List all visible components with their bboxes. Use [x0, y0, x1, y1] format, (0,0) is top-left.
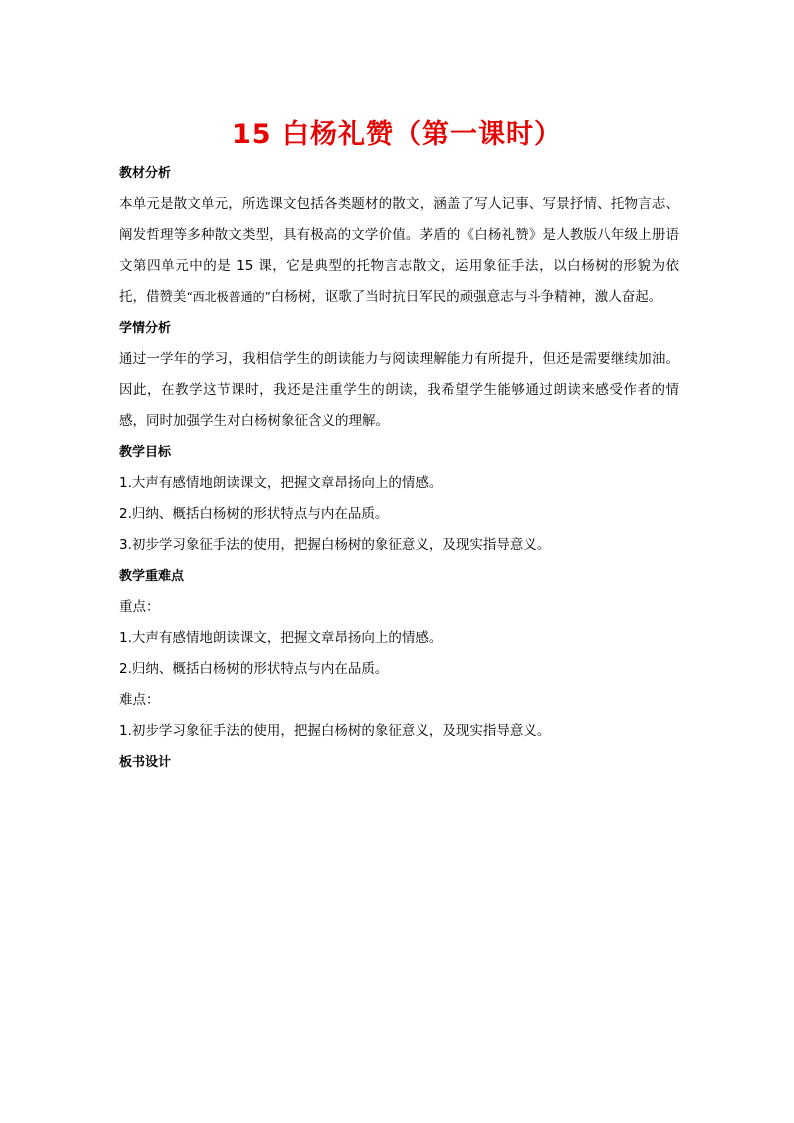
section-heading-key-points: 教学重难点: [119, 569, 185, 584]
section-heading-board: 板书设计: [119, 755, 172, 770]
analysis-text-part-2: 白杨树，讴歌了当时抗日军民的顽强意志与斗争精神，激人奋起。: [270, 289, 663, 305]
analysis-paragraph: [119, 189, 679, 313]
analysis-text-part-1: 本单元是散文单元，所选课文包括各类题材的散文，涵盖了写人记事、写景抒情、托物言志、阐发哲理等多种散文类型，具有极高的文学价值。茅盾的《白杨礼赞》是人教版八年级上册语文第四单元中的是 15 课，它是典型的托物言志散文，运用象征手法，以白杨树的形貌为依托，借赞美: [119, 196, 679, 305]
analysis-quote: “西北极普通的”: [186, 290, 271, 304]
goal-item: 1.大声有感情地朗读课文，把握文章昂扬向上的情感。: [119, 475, 443, 491]
difficult-point-item: 1.初步学习象征手法的使用，把握白杨树的象征意义，及现实指导意义。: [119, 723, 551, 739]
page-title: 15 白杨礼赞（第一课时）: [232, 119, 562, 150]
difficult-point-label: 难点：: [119, 692, 160, 708]
section-heading-students: 学情分析: [119, 321, 172, 336]
key-point-item: 2.归纳、概括白杨树的形状特点与内在品质。: [119, 661, 389, 677]
key-point-label: 重点：: [119, 599, 160, 615]
key-point-item: 1.大声有感情地朗读课文，把握文章昂扬向上的情感。: [119, 630, 443, 646]
section-heading-goals: 教学目标: [119, 445, 172, 460]
goal-item: 2.归纳、概括白杨树的形状特点与内在品质。: [119, 506, 389, 522]
goal-item: 3.初步学习象征手法的使用，把握白杨树的象征意义，及现实指导意义。: [119, 537, 551, 553]
section-heading-analysis: 教材分析: [119, 166, 172, 181]
document-body: [119, 158, 679, 778]
students-paragraph: 通过一学年的学习，我相信学生的朗读能力与阅读理解能力有所提升，但还是需要继续加油。因此，在教学这节课时，我还是注重学生的朗读，我希望学生能够通过朗读来感受作者的情感，同时加强学生对白杨树象征含义的理解。: [119, 351, 679, 429]
